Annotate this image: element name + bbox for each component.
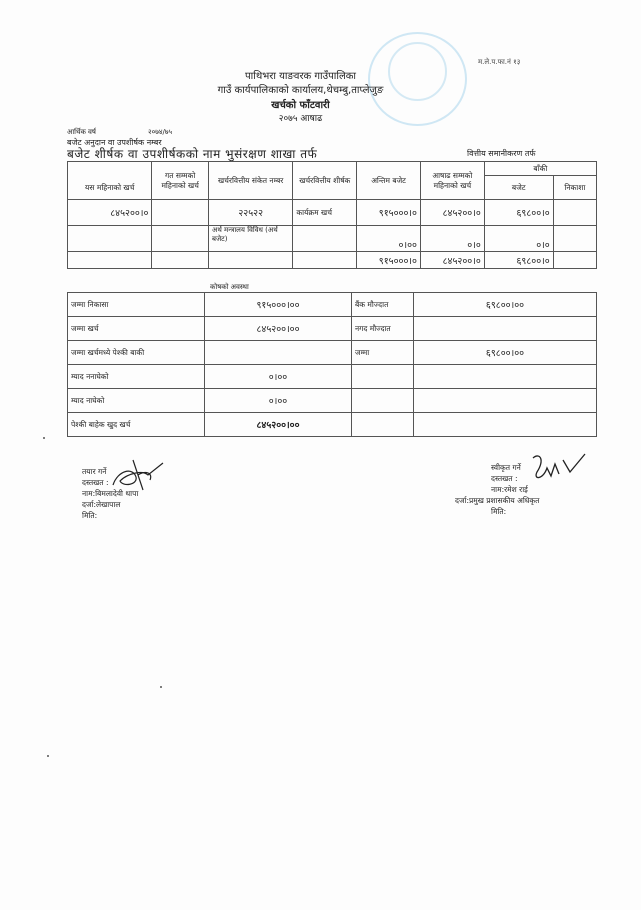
fund-row xyxy=(68,317,597,341)
cell-prev-months xyxy=(152,200,209,226)
approved-sign-label: दस्तखत : xyxy=(491,474,518,483)
fund-value2: ६९८००।०० xyxy=(414,293,597,317)
document-title: खर्चको फाँटवारी xyxy=(271,100,330,111)
col-prev-months: गत सम्मको महिनाको खर्च xyxy=(152,162,209,200)
cell-final-budget: ०।०० xyxy=(357,226,421,252)
scan-speck xyxy=(160,686,162,688)
fund-label2 xyxy=(352,389,414,413)
col-econ-code: खर्चरवित्तीय संकेत नम्बर xyxy=(208,162,292,200)
approved-name: नाम:रमेश राई xyxy=(491,485,528,494)
fund-value2 xyxy=(414,413,597,437)
prepared-post: दर्जा:लेखापाल xyxy=(82,500,121,509)
fund-status-table xyxy=(67,292,597,437)
fund-label: म्याद ननाघेको xyxy=(68,365,205,389)
cell-econ-code: २२५२२ xyxy=(208,200,292,226)
fund-label2: नगद मौज्दात xyxy=(352,317,414,341)
cell-this-month xyxy=(68,226,152,252)
fund-value: ०।०० xyxy=(205,389,352,413)
document-period: २०७५ आषाढ xyxy=(278,114,323,124)
table-total-row xyxy=(68,252,597,269)
cell-rem-budget: ६९८००।० xyxy=(484,200,553,226)
cell-rem-release xyxy=(553,226,596,252)
cell-prev-months xyxy=(152,226,209,252)
fund-label: जम्मा खर्च xyxy=(68,317,205,341)
cell-this-month xyxy=(68,252,152,269)
fund-value2 xyxy=(414,365,597,389)
approved-role: स्वीकृत गर्ने xyxy=(491,463,521,472)
fund-value2 xyxy=(414,317,597,341)
cell-rem-budget: ६९८००।० xyxy=(484,252,553,269)
col-rem-release: निकाशा xyxy=(553,176,596,200)
fiscal-year-value: २०७४/७५ xyxy=(148,128,173,136)
fund-row xyxy=(68,365,597,389)
cell-till-ashad: ८४५२००।० xyxy=(420,200,484,226)
form-code: म.ले.प.फा.नं १३ xyxy=(478,58,521,66)
cell-econ-code: अर्थ मन्त्रालय विविध (अर्थ बजेट) xyxy=(208,226,292,252)
cell-econ-title xyxy=(293,252,357,269)
fiscal-year-label: आर्थिक वर्ष xyxy=(67,128,96,136)
office-name: गाउँ कार्यपालिकाको कार्यालय,थेचम्बु,ताप्लेजुङ xyxy=(217,85,384,96)
fund-row xyxy=(68,413,597,437)
prepared-sign-label: दस्तखत : xyxy=(82,478,109,487)
table-row xyxy=(68,200,597,226)
col-till-ashad: आषाढ सम्मको महिनाको खर्च xyxy=(420,162,484,200)
fund-value: ९१५०००।०० xyxy=(205,293,352,317)
cell-final-budget: ९१५०००।० xyxy=(357,252,421,269)
cell-rem-budget: ०।० xyxy=(484,226,553,252)
cell-econ-title: कार्यक्रम खर्च xyxy=(293,200,357,226)
fund-value: ०।०० xyxy=(205,365,352,389)
cell-econ-code xyxy=(208,252,292,269)
budget-head: बजेट शीर्षक वा उपशीर्षकको नाम भुसंरक्षण शाखा तर्फ xyxy=(67,147,318,161)
fund-label: पेश्की बाहेक खुद खर्च xyxy=(68,413,205,437)
fund-status-title: कोषको अवस्था xyxy=(210,283,249,291)
cell-prev-months xyxy=(152,252,209,269)
cell-rem-release xyxy=(553,252,596,269)
fund-value2: ६९८००।०० xyxy=(414,341,597,365)
col-econ-title: खर्चरवित्तीय शीर्षक xyxy=(293,162,357,200)
fund-label: जम्मा खर्चमध्ये पेश्की बाकी xyxy=(68,341,205,365)
cell-econ-title xyxy=(293,226,357,252)
financing-title: वित्तीय समानीकरण तर्फ xyxy=(467,149,536,158)
fund-label2: बैंक मौज्दात xyxy=(352,293,414,317)
fund-label2 xyxy=(352,365,414,389)
fund-row xyxy=(68,389,597,413)
prepared-date: मिति: xyxy=(82,511,98,520)
prepared-signature xyxy=(108,455,168,495)
scan-speck xyxy=(47,755,49,757)
fund-value: ८४५२००।०० xyxy=(205,413,352,437)
fund-value: ८४५२००।०० xyxy=(205,317,352,341)
cell-till-ashad: ०।० xyxy=(420,226,484,252)
fund-label: जम्मा निकासा xyxy=(68,293,205,317)
cell-till-ashad: ८४५२००।० xyxy=(420,252,484,269)
approved-post: दर्जा:प्रमुख प्रशासकीय अधिकृत xyxy=(455,496,540,505)
fund-label: म्याद नाघेको xyxy=(68,389,205,413)
col-remaining: बाँकी xyxy=(484,162,596,176)
expense-table xyxy=(67,161,597,269)
col-this-month: यस महिनाको खर्च xyxy=(68,162,152,200)
fund-label2 xyxy=(352,413,414,437)
municipality-name: पाथिभरा याङवरक गाउँपालिका xyxy=(244,71,357,82)
scan-speck xyxy=(43,437,45,439)
cell-rem-release xyxy=(553,200,596,226)
prepared-name: नाम:बिमलादेवी थापा xyxy=(82,489,139,498)
col-final-budget: अन्तिम बजेट xyxy=(357,162,421,200)
approved-date: मिति: xyxy=(491,507,507,516)
fund-row xyxy=(68,293,597,317)
fund-label2: जम्मा xyxy=(352,341,414,365)
fund-value xyxy=(205,341,352,365)
fund-row xyxy=(68,341,597,365)
approved-signature xyxy=(525,450,590,490)
prepared-role: तयार गर्ने xyxy=(82,467,107,476)
col-rem-budget: बजेट xyxy=(484,176,553,200)
grant-label: बजेट अनुदान वा उपशीर्षक नम्बर xyxy=(67,138,162,147)
cell-this-month: ८४५२००।० xyxy=(68,200,152,226)
table-row xyxy=(68,226,597,252)
fund-value2 xyxy=(414,389,597,413)
cell-final-budget: ९१५०००।० xyxy=(357,200,421,226)
